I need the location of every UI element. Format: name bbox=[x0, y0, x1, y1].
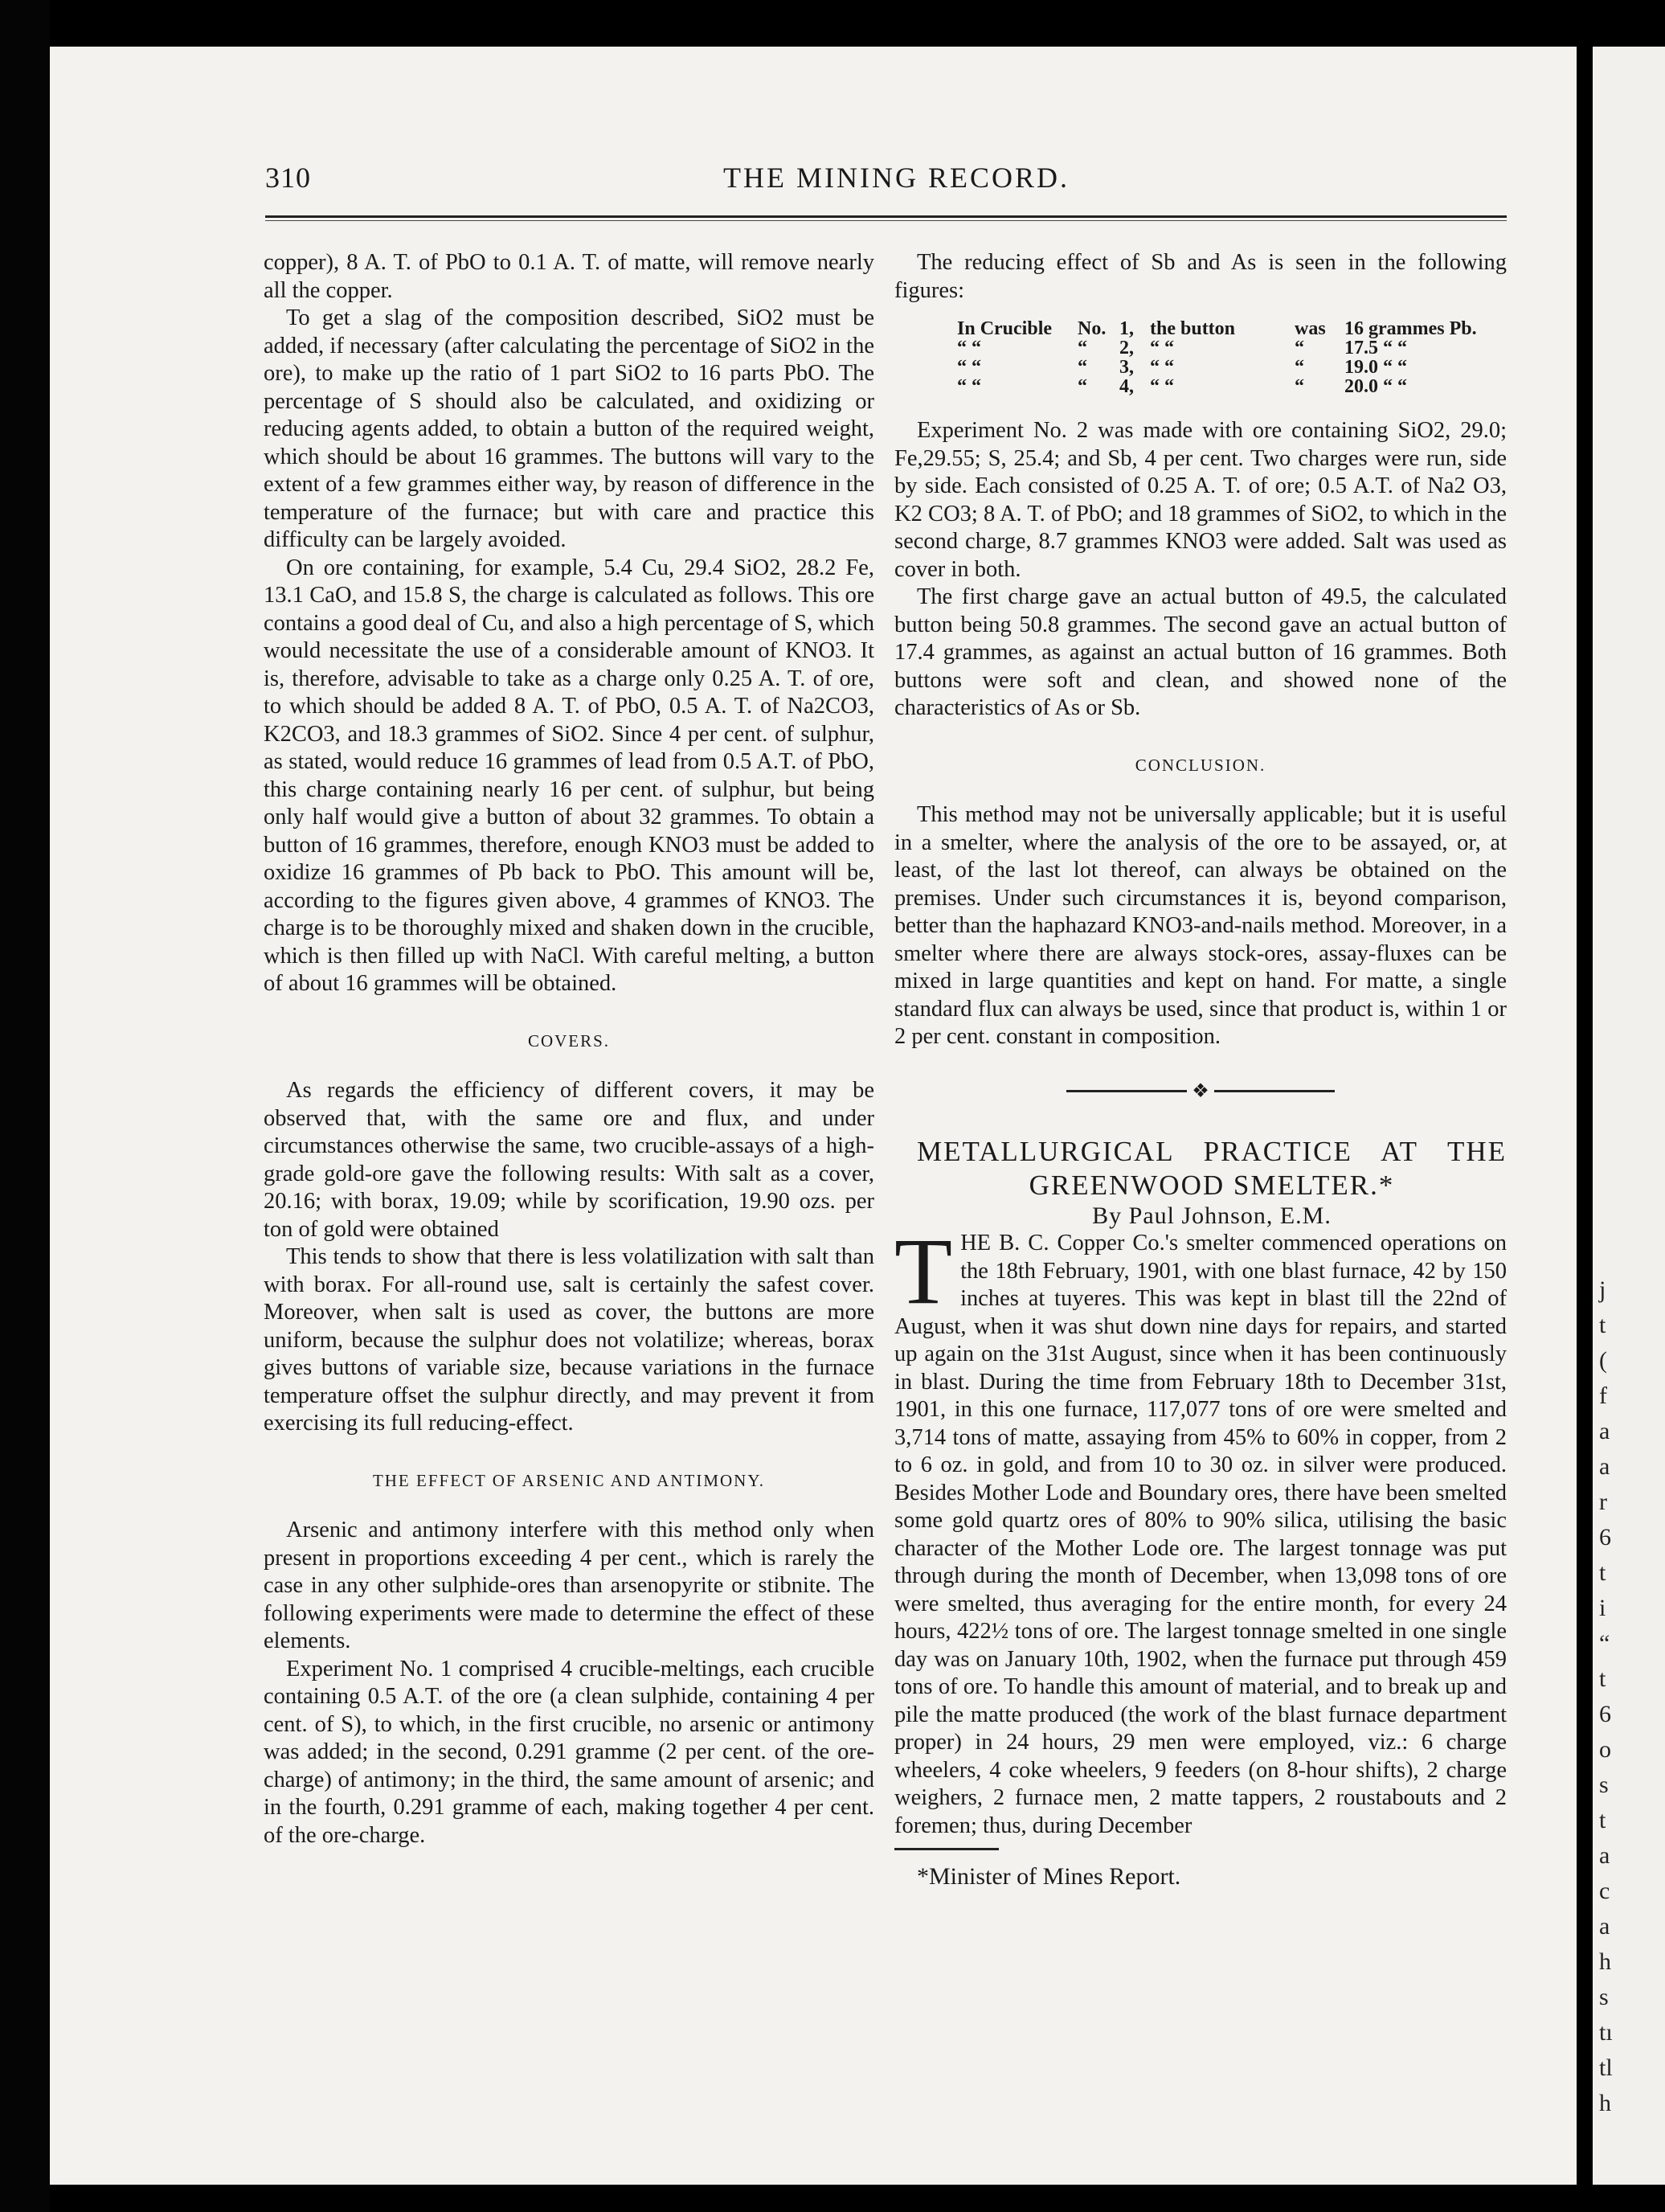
adjacent-page-letter: a bbox=[1599, 1913, 1610, 1940]
crucible-cell: was bbox=[1295, 318, 1326, 339]
adjacent-page-letter: i bbox=[1599, 1595, 1606, 1621]
paragraph: The reducing effect of Sb and As is seen in the following figures: bbox=[894, 250, 1507, 303]
running-title: THE MINING RECORD. bbox=[723, 162, 1070, 194]
ornamental-divider bbox=[894, 1080, 1507, 1102]
page-number: 310 bbox=[265, 162, 311, 194]
adjacent-page-letter: h bbox=[1599, 2090, 1611, 2116]
crucible-cell: 17.5 “ “ bbox=[1344, 338, 1407, 358]
left-column bbox=[264, 249, 874, 1849]
divider-rule bbox=[1214, 1090, 1335, 1092]
crucible-row bbox=[957, 319, 1507, 338]
crucible-cell: “ “ bbox=[1150, 357, 1174, 378]
paragraph: Arsenic and antimony interfere with this method only when present in proportions exceeding 4 per cent., which is rarely the case in any other sulphide-ores than arsenopyrite or stibnite. The following experiments were made to determine the effect of these elements. bbox=[264, 1518, 874, 1653]
crucible-cell: 1, bbox=[1119, 318, 1134, 339]
right-column bbox=[894, 249, 1507, 1891]
crucible-cell: “ “ bbox=[957, 376, 981, 397]
paragraph: The first charge gave an actual button of 49.5, the calculated button being 50.8 grammes. The second gave an actual button of 17.4 grammes, as against an actual button of 16 grammes. Both buttons were soft and clean, and showed none of the characteristics of As or Sb. bbox=[894, 584, 1507, 720]
adjacent-page-letter: ( bbox=[1599, 1347, 1607, 1374]
article-byline: By Paul Johnson, E.M. bbox=[1092, 1202, 1332, 1229]
page-header bbox=[265, 153, 1507, 201]
article-body-text: HE B. C. Copper Co.'s smelter commenced operations on the 18th February, 1901, with one blast furnace, 42 by 150 inches at tuyeres. This was kept in blast till the 22nd of August, when it was shut down nine days for repairs, and started up again on the 31st August, since when it has been continuously in blast. During the time from February 18th to December 31st, 1901, in this one furnace, 117,077 tons of ore were smelted and 3,714 tons of matte, assaying from 45% to 60% in copper, from 2 to 6 oz. in gold, and from 10 to 30 oz. in silver were produced. Besides Mother Lode and Boundary ores, there have been smelted some gold quartz ores of 80% to 90% silica, utilising the basic character of the Mother Lode ore. The largest tonnage was put through during the month of December, when 13,098 tons of ore were smelted, thus averaging for the entire month, for every 24 hours, 422½ tons of ore. The largest tonnage smelted in one single day was on January 10th, 1902, when the furnace put through 459 tons of ore. To handle this amount of material, and to break up and pile the matte produced (the work of the blast furnace department proper) in 24 hours, 29 men were employed, viz.: 6 charge wheelers, 4 coke wheelers, 9 feeders (on 8-hour shifts), 2 charge weighers, 2 furnace men, 2 matte tappers, 2 roustabouts and 2 foremen; thus, during December bbox=[894, 1231, 1507, 1838]
crucible-cell: No. bbox=[1078, 318, 1107, 339]
crucible-cell: In Crucible bbox=[957, 318, 1053, 339]
header-rule bbox=[265, 215, 1507, 221]
adjacent-page-letter: s bbox=[1599, 1984, 1609, 2010]
drop-cap: T bbox=[894, 1219, 953, 1324]
adjacent-page-letter: a bbox=[1599, 1418, 1610, 1444]
paragraph: To get a slag of the composition described, SiO2 must be added, if necessary (after calculating the percentage of SiO2 in the ore), to make up the ratio of 1 part SiO2 to 16 parts PbO. The percentage of S should also be calculated, and oxidizing or reducing agents added, to obtain a button of the required weight, which should be about 16 grammes. The buttons will vary to the extent of a few grammes either way, by reason of difference in the temperature of the furnace; but with care and practice this difficulty can be largely avoided. bbox=[264, 305, 874, 552]
crucible-cell: “ bbox=[1078, 376, 1087, 397]
crucible-cell: “ bbox=[1295, 357, 1304, 378]
section-heading-arsenic: THE EFFECT OF ARSENIC AND ANTIMONY. bbox=[372, 1470, 766, 1490]
adjacent-page-letter: “ bbox=[1599, 1630, 1610, 1657]
paragraph: Experiment No. 1 comprised 4 crucible-meltings, each crucible containing 0.5 A.T. of the ore (a clean sulphide, containing 4 per cent. of S), to which, in the first crucible, no arsenic or antimony was added; in the second, 0.291 gramme (2 per cent. of the ore-charge) of antimony; in the third, the same amount of arsenic; and in the fourth, 0.291 gramme of each, making together 4 per cent. of the ore-charge. bbox=[264, 1656, 874, 1848]
article-body bbox=[894, 1219, 1507, 1840]
crucible-row bbox=[957, 377, 1507, 396]
adjacent-page-letter: 6 bbox=[1599, 1701, 1611, 1727]
adjacent-page-letter: t bbox=[1599, 1807, 1606, 1833]
adjacent-page-letter: f bbox=[1599, 1382, 1607, 1409]
crucible-cell: “ bbox=[1295, 376, 1304, 397]
section-heading-conclusion: CONCLUSION. bbox=[1135, 755, 1266, 775]
crucible-cell: “ “ bbox=[957, 338, 981, 358]
diamond-ornament-icon: ❖ bbox=[1192, 1080, 1209, 1102]
crucible-cell: 2, bbox=[1119, 338, 1134, 358]
article-title-line-2: GREENWOOD SMELTER.* bbox=[1029, 1169, 1395, 1201]
section-heading-covers: COVERS. bbox=[527, 1030, 611, 1051]
adjacent-page-letter: t bbox=[1599, 1312, 1606, 1338]
crucible-cell: 3, bbox=[1119, 357, 1134, 378]
crucible-cell: “ “ bbox=[1150, 376, 1174, 397]
adjacent-page-letter: tı bbox=[1599, 2019, 1613, 2046]
adjacent-page-letter: r bbox=[1599, 1489, 1607, 1515]
crucible-row bbox=[957, 338, 1507, 358]
crucible-cell: “ “ bbox=[1150, 338, 1174, 358]
crucible-cell: “ “ bbox=[957, 357, 981, 378]
crucible-cell: “ bbox=[1078, 357, 1087, 378]
paragraph: Experiment No. 2 was made with ore containing SiO2, 29.0; Fe,29.55; S, 25.4; and Sb, 4 per cent. Two charges were run, side by side. Each consisted of 0.25 A. T. of ore; 0.5 A.T. of Na2 O3, K2 CO3; 8 A. T. of PbO; and 18 grammes of SiO2, to which in the second charge, 8.7 grammes KNO3 were added. Salt was used as cover in both. bbox=[894, 418, 1507, 582]
crucible-cell: 4, bbox=[1119, 376, 1134, 397]
adjacent-page-letter: j bbox=[1599, 1276, 1606, 1303]
adjacent-page-letter: tl bbox=[1599, 2054, 1613, 2081]
crucible-cell: 20.0 “ “ bbox=[1344, 376, 1407, 397]
article-title-line-1: METALLURGICAL PRACTICE AT THE bbox=[917, 1135, 1507, 1167]
crucible-cell: 19.0 “ “ bbox=[1344, 357, 1407, 378]
crucible-cell: “ bbox=[1295, 338, 1304, 358]
paragraph: As regards the efficiency of different covers, it may be observed that, with the same ore and flux, and under circumstances otherwise the same, two crucible-assays of a high-grade gold-ore gave the following results: With salt as a cover, 20.16; with borax, 19.09; while by scorification, 19.90 ozs. per ton of gold were obtained bbox=[264, 1078, 874, 1242]
divider-rule bbox=[1066, 1090, 1187, 1092]
adjacent-page-letter: h bbox=[1599, 1948, 1611, 1975]
paragraph: On ore containing, for example, 5.4 Cu, 29.4 SiO2, 28.2 Fe, 13.1 CaO, and 15.8 S, the charge is calculated as follows. This ore contains a good deal of Cu, and also a high percentage of S, which would necessitate the use of a considerable amount of KNO3. It is, therefore, advisable to take as a charge only 0.25 A. T. of ore, to which should be added 8 A. T. of PbO, 0.5 A. T. of Na2CO3, K2CO3, and 18.3 grammes of SiO2. Since 4 per cent. of sulphur, as stated, would reduce 16 grammes of lead from 0.5 A.T. of PbO, this charge containing nearly 16 per cent. of sulphur, but being only half would give a button of about 32 grammes. To obtain a button of 16 grammes, therefore, enough KNO3 must be added to oxidize 16 grammes of Pb back to PbO. This amount will be, according to the figures given above, 4 grammes of KNO3. The charge is to be thoroughly mixed and shaken down in the crucible, which is then filled up with NaCl. With careful melting, a button of about 16 grammes will be obtained. bbox=[264, 555, 874, 996]
adjacent-page-letter: a bbox=[1599, 1453, 1610, 1480]
crucible-cell: 16 grammes Pb. bbox=[1344, 318, 1477, 339]
footnote-rule bbox=[894, 1848, 999, 1850]
paragraph: copper), 8 A. T. of PbO to 0.1 A. T. of matte, will remove nearly all the copper. bbox=[264, 250, 874, 303]
crucible-cell: “ bbox=[1078, 338, 1087, 358]
footnote: *Minister of Mines Report. bbox=[917, 1863, 1181, 1890]
adjacent-page-letter: s bbox=[1599, 1772, 1609, 1798]
crucible-results-table bbox=[957, 319, 1507, 396]
adjacent-page-letter: 6 bbox=[1599, 1524, 1611, 1550]
adjacent-page-letter: t bbox=[1599, 1665, 1606, 1692]
paragraph: This method may not be universally applicable; but it is useful in a smelter, where the analysis of the ore to be assayed, or, at least, of the last lot thereof, can always be obtained on the premises. Under such circumstances it is, beyond comparison, better than the haphazard KNO3-and-nails method. Moreover, in a smelter where there are always stock-ores, assay-fluxes can be mixed in large quantities and kept on hand. For matte, a single standard flux can always be used, since that product is, within 1 or 2 per cent. constant in composition. bbox=[894, 802, 1507, 1049]
crucible-row bbox=[957, 358, 1507, 377]
paragraph: This tends to show that there is less volatilization with salt than with borax. For all-round use, salt is certainly the safest cover. Moreover, when salt is used as cover, the buttons are more uniform, because the sulphur does not volatilize; whereas, borax gives buttons of variable size, because variations in the furnace temperature offset the sulphur directly, and may prevent it from exercising its full reducing-effect. bbox=[264, 1244, 874, 1436]
adjacent-page-edge bbox=[1593, 47, 1665, 2185]
scan-border bbox=[0, 0, 50, 2212]
adjacent-page-letter: a bbox=[1599, 1842, 1610, 1869]
adjacent-page-letter: t bbox=[1599, 1559, 1606, 1586]
crucible-cell: the button bbox=[1150, 318, 1236, 339]
adjacent-page-letter: o bbox=[1599, 1736, 1611, 1763]
adjacent-page-letter: c bbox=[1599, 1878, 1610, 1904]
